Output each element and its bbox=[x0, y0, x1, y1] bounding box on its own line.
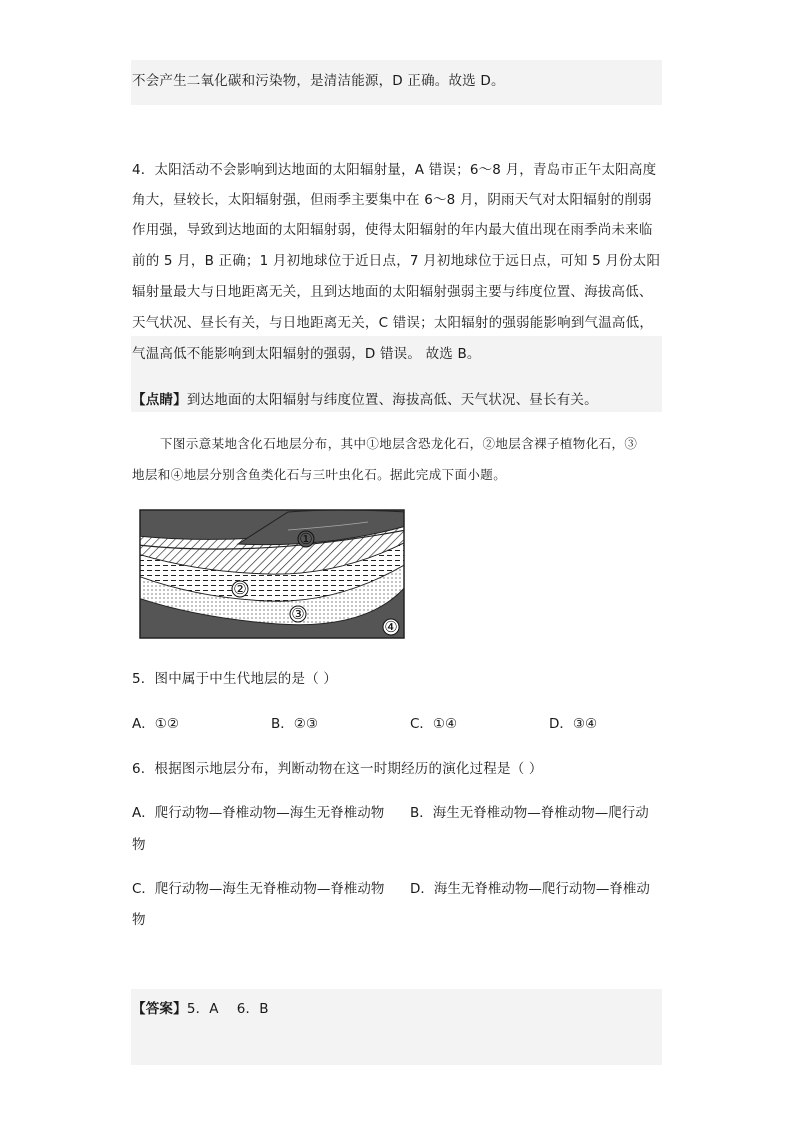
layer-3-label: ③ bbox=[291, 605, 305, 623]
q6-option-b-cont: 物 bbox=[132, 837, 146, 853]
analysis-line: 作用强，导致到达地面的太阳辐射弱，使得太阳辐射的年内最大值出现在雨季尚未来临 bbox=[132, 222, 653, 238]
q5-option-d: D．③④ bbox=[549, 716, 598, 732]
q5-option-a: A．①② bbox=[132, 716, 179, 732]
q6-option-b: B．海生无脊椎动物—脊椎动物—爬行动 bbox=[410, 805, 649, 821]
question-5-stem: 5．图中属于中生代地层的是（ ） bbox=[132, 671, 338, 687]
analysis-line: 天气状况、昼长有关，与日地距离无关，C 错误；太阳辐射的强弱能影响到气温高低， bbox=[132, 315, 654, 331]
q6-option-c: C．爬行动物—海生无脊椎动物—脊椎动物 bbox=[132, 881, 385, 897]
layer-1-label: ① bbox=[299, 530, 313, 548]
q5-option-c: C．①④ bbox=[410, 716, 458, 732]
layer-2-label: ② bbox=[233, 580, 247, 598]
intro-line: 地层和④地层分别含鱼类化石与三叶虫化石。据此完成下面小题。 bbox=[132, 467, 507, 482]
q5-option-b: B．②③ bbox=[271, 716, 318, 732]
analysis-line: 气温高低不能影响到太阳辐射的强弱，D 错误。 故选 B。 bbox=[132, 346, 481, 362]
comment-line bbox=[132, 388, 598, 408]
analysis-line: 辐射量最大与日地距离无关，且到达地面的太阳辐射强弱主要与纬度位置、海拔高低、 bbox=[132, 284, 653, 300]
q6-option-a: A．爬行动物—脊椎动物—海生无脊椎动物 bbox=[132, 805, 385, 821]
comment-tag: 【点睛】 bbox=[132, 392, 187, 408]
analysis-line: 4．太阳活动不会影响到达地面的太阳辐射量，A 错误；6～8 月，青岛市正午太阳高度 bbox=[132, 162, 657, 178]
question-6-stem: 6．根据图示地层分布，判断动物在这一时期经历的演化过程是（ ） bbox=[132, 761, 543, 777]
answer-text: 5．A 6．B bbox=[186, 1001, 269, 1017]
answer-tag: 【答案】 bbox=[132, 1001, 187, 1017]
analysis-line: 前的 5 月，B 正确；1 月初地球位于近日点，7 月初地球位于远日点，可知 5 月份太阳 bbox=[132, 253, 661, 269]
layer-4-label: ④ bbox=[384, 618, 398, 636]
comment-text: 到达地面的太阳辐射与纬度位置、海拔高低、天气状况、昼长有关。 bbox=[186, 392, 598, 408]
strata-figure bbox=[138, 508, 406, 640]
analysis-line: 不会产生二氧化碳和污染物，是清洁能源，D 正确。故选 D。 bbox=[132, 73, 505, 89]
q6-option-d: D．海生无脊椎动物—爬行动物—脊椎动 bbox=[410, 881, 650, 897]
answer-line bbox=[132, 997, 269, 1017]
intro-line: 下图示意某地含化石地层分布，其中①地层含恐龙化石，②地层含裸子植物化石，③ bbox=[160, 436, 638, 451]
q6-option-d-cont: 物 bbox=[132, 912, 146, 928]
analysis-line: 角大，昼较长，太阳辐射强，但雨季主要集中在 6～8 月，阴雨天气对太阳辐射的削弱 bbox=[132, 192, 652, 208]
